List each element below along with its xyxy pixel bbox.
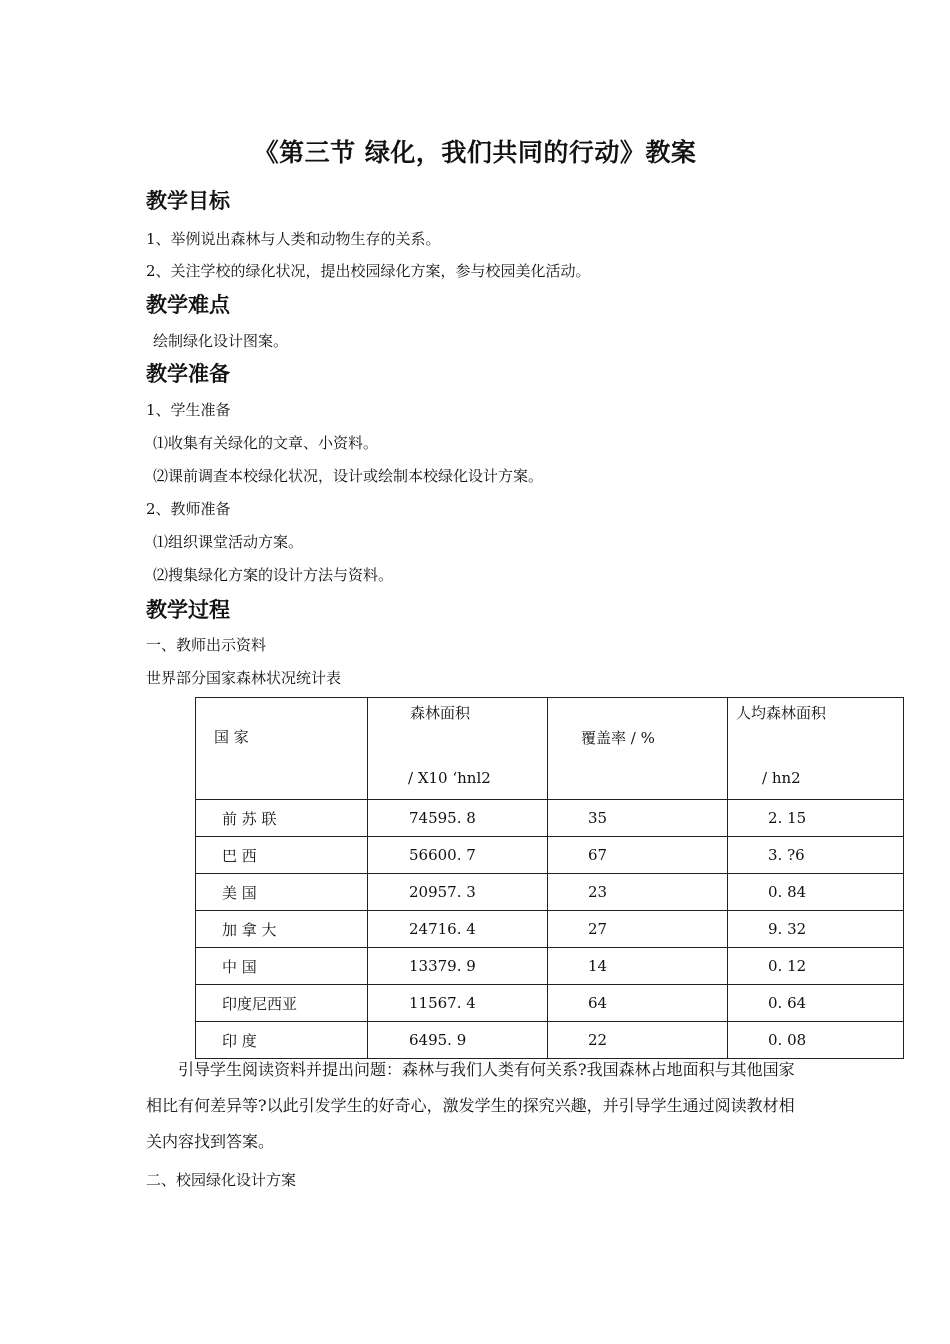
header-country: 国 家 bbox=[214, 728, 249, 746]
per-capita-cell: 0. 64 bbox=[728, 985, 904, 1022]
header-area-cell bbox=[368, 698, 548, 800]
objective-item-2: 2、关注学校的绿化状况，提出校园绿化方案，参与校园美化活动。 bbox=[146, 262, 591, 280]
table-row bbox=[196, 800, 904, 837]
difficulty-text: 绘制绿化设计图案。 bbox=[153, 332, 289, 350]
forest-statistics-table bbox=[195, 697, 904, 1059]
guidance-paragraph: 引导学生阅读资料并提出问题：森林与我们人类有何关系?我国森林占地面积与其他国家相比有何差异等?以此引发学生的好奇心，激发学生的探究兴趣，并引导学生通过阅读教材相关内容找到答案。 bbox=[146, 1060, 795, 1151]
area-cell: 20957. 3 bbox=[368, 874, 548, 911]
table-row bbox=[196, 911, 904, 948]
header-area: 森林面积 bbox=[410, 704, 471, 722]
country-cell: 美 国 bbox=[196, 874, 368, 911]
teacher-prep-item-2: ⑵搜集绿化方案的设计方法与资料。 bbox=[153, 566, 394, 584]
header-per-capita-unit: / hn2 bbox=[762, 769, 801, 787]
area-cell: 11567. 4 bbox=[368, 985, 548, 1022]
coverage-cell: 35 bbox=[548, 800, 728, 837]
student-prep-label: 1、学生准备 bbox=[146, 401, 231, 419]
area-cell: 6495. 9 bbox=[368, 1022, 548, 1059]
student-prep-item-1: ⑴收集有关绿化的文章、小资料。 bbox=[153, 434, 379, 452]
country-cell: 印度尼西亚 bbox=[196, 985, 368, 1022]
per-capita-cell: 3. ?6 bbox=[728, 837, 904, 874]
coverage-cell: 64 bbox=[548, 985, 728, 1022]
coverage-cell: 27 bbox=[548, 911, 728, 948]
table-header-row bbox=[196, 698, 904, 800]
coverage-cell: 22 bbox=[548, 1022, 728, 1059]
area-cell: 56600. 7 bbox=[368, 837, 548, 874]
header-country-cell bbox=[196, 698, 368, 800]
country-cell: 印 度 bbox=[196, 1022, 368, 1059]
coverage-cell: 14 bbox=[548, 948, 728, 985]
teacher-prep-item-1: ⑴组织课堂活动方案。 bbox=[153, 533, 304, 551]
coverage-cell: 23 bbox=[548, 874, 728, 911]
header-per-capita: 人均森林面积 bbox=[736, 704, 827, 722]
header-coverage: 覆盖率 / % bbox=[581, 729, 655, 747]
process-step-1: 一、教师出示资料 bbox=[146, 636, 267, 654]
country-cell: 巴 西 bbox=[196, 837, 368, 874]
area-cell: 13379. 9 bbox=[368, 948, 548, 985]
header-coverage-cell bbox=[548, 698, 728, 800]
table-caption: 世界部分国家森林状况统计表 bbox=[146, 669, 342, 687]
heading-process: 教学过程 bbox=[146, 598, 230, 622]
objective-item-1: 1、举例说出森林与人类和动物生存的关系。 bbox=[146, 230, 441, 248]
per-capita-cell: 0. 84 bbox=[728, 874, 904, 911]
per-capita-cell: 0. 08 bbox=[728, 1022, 904, 1059]
country-cell: 前 苏 联 bbox=[196, 800, 368, 837]
table-row bbox=[196, 874, 904, 911]
country-cell: 中 国 bbox=[196, 948, 368, 985]
coverage-cell: 67 bbox=[548, 837, 728, 874]
area-cell: 74595. 8 bbox=[368, 800, 548, 837]
country-cell: 加 拿 大 bbox=[196, 911, 368, 948]
header-area-unit: / X10 ‘hnl2 bbox=[408, 769, 491, 787]
teacher-prep-label: 2、教师准备 bbox=[146, 500, 231, 518]
per-capita-cell: 0. 12 bbox=[728, 948, 904, 985]
heading-preparation: 教学准备 bbox=[146, 362, 230, 386]
table-row bbox=[196, 948, 904, 985]
process-step-2: 二、校园绿化设计方案 bbox=[146, 1171, 297, 1189]
student-prep-item-2: ⑵课前调查本校绿化状况，设计或绘制本校绿化设计方案。 bbox=[153, 467, 544, 485]
heading-difficulty: 教学难点 bbox=[146, 293, 230, 317]
area-cell: 24716. 4 bbox=[368, 911, 548, 948]
header-per-capita-cell bbox=[728, 698, 904, 800]
table-row bbox=[196, 985, 904, 1022]
per-capita-cell: 2. 15 bbox=[728, 800, 904, 837]
table-row bbox=[196, 837, 904, 874]
heading-objectives: 教学目标 bbox=[146, 189, 230, 213]
per-capita-cell: 9. 32 bbox=[728, 911, 904, 948]
document-title: 《第三节 绿化，我们共同的行动》教案 bbox=[253, 138, 697, 167]
